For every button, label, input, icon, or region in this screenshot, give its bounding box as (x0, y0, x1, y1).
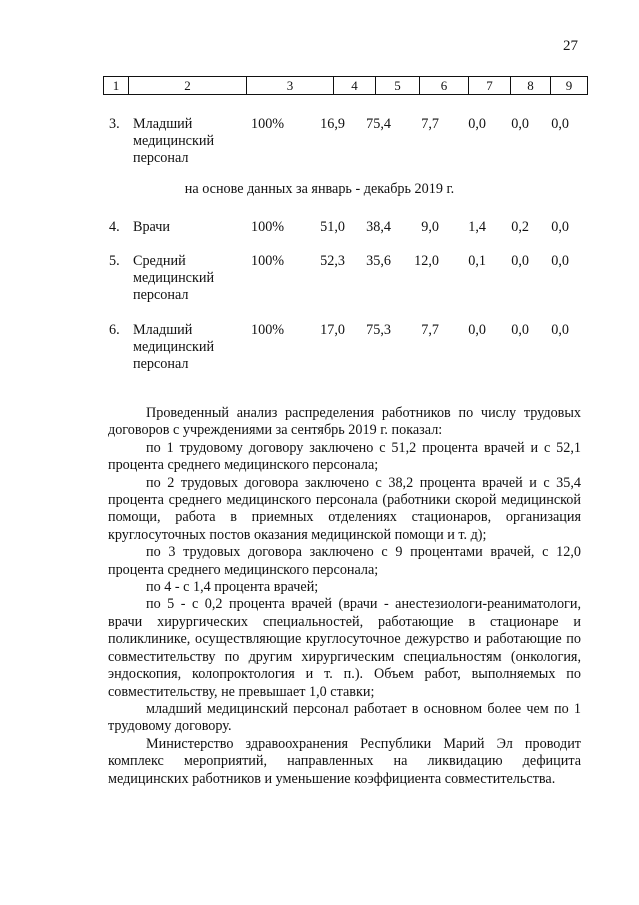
column-number: 8 (511, 77, 551, 95)
row-value: 1,4 (468, 219, 486, 235)
paragraph: младший медицинский персонал работает в основном более чем по 1 трудовому договору. (108, 700, 581, 735)
row-value: 75,3 (366, 322, 391, 338)
column-number: 5 (376, 77, 420, 95)
row-category: Младший медицинский персонал (133, 116, 215, 166)
column-number: 9 (551, 77, 588, 95)
row-value: 0,0 (468, 322, 486, 338)
row-value: 0,0 (551, 253, 569, 269)
row-value: 12,0 (414, 253, 439, 269)
row-total-percent: 100% (251, 116, 285, 132)
column-number: 6 (420, 77, 469, 95)
row-value: 0,0 (511, 116, 529, 132)
row-total-percent: 100% (251, 219, 285, 235)
row-value: 38,4 (366, 219, 391, 235)
row-category: Средний медицинский персонал (133, 253, 215, 303)
paragraph: по 5 - с 0,2 процента врачей (врачи - анестезиологи-реаниматологи, врачи хирургических специальностей, работающие в стационаре и поликлинике, осуществляющие круглосуточное дежурство и работающие по совместительству по другим хирургическим специальностям (онкология, эндоскопия, колопроктология и т. п.). Объем работ, выполняемых по совместительству, не превышает 1,0 ставки; (108, 596, 581, 700)
row-value: 0,0 (551, 322, 569, 338)
paragraph: по 4 - с 1,4 процента врачей; (146, 579, 319, 596)
table-column-numbers (103, 76, 588, 95)
row-value: 16,9 (320, 116, 345, 132)
paragraph: по 1 трудовому договору заключено с 51,2 процента врачей и с 52,1 процента среднего медицинского персонала; (108, 439, 581, 474)
row-value: 0,0 (468, 116, 486, 132)
row-category: Врачи (133, 219, 171, 235)
column-number: 1 (104, 77, 129, 95)
row-value: 51,0 (320, 219, 345, 235)
row-number: 4. (109, 219, 120, 235)
paragraph: Проведенный анализ распределения работников по числу трудовых договоров с учреждениями за сентябрь 2019 г. показал: (108, 405, 581, 439)
row-value: 0,1 (468, 253, 486, 269)
row-value: 7,7 (421, 116, 439, 132)
column-number: 4 (334, 77, 376, 95)
row-total-percent: 100% (251, 253, 285, 269)
row-value: 0,0 (551, 219, 569, 235)
row-value: 7,7 (421, 322, 439, 338)
row-number: 5. (109, 253, 120, 269)
row-value: 75,4 (366, 116, 391, 132)
column-number: 2 (129, 77, 247, 95)
paragraph: Министерство здравоохранения Республики Марий Эл проводит комплекс мероприятий, направленных на ликвидацию дефицита медицинских работников и уменьшение коэффициента совместительства. (108, 735, 581, 787)
row-value: 0,0 (551, 116, 569, 132)
paragraph: по 2 трудовых договора заключено с 38,2 процента врачей и с 35,4 процента среднего медицинского персонала (работники скорой медицинской помощи, работа в приемных отделениях стационаров, организация круглосуточных постов оказания медицинской помощи и т. д); (108, 474, 581, 543)
row-value: 0,0 (511, 322, 529, 338)
column-number: 7 (469, 77, 511, 95)
page-number: 27 (563, 38, 578, 54)
body-text (108, 405, 581, 788)
paragraph: по 3 трудовых договора заключено с 9 процентами врачей, с 12,0 процента среднего медицинского персонала; (108, 544, 581, 578)
row-value: 0,0 (511, 253, 529, 269)
row-total-percent: 100% (251, 322, 285, 338)
column-number: 3 (247, 77, 334, 95)
row-number: 6. (109, 322, 120, 338)
row-value: 17,0 (320, 322, 345, 338)
row-value: 52,3 (320, 253, 345, 269)
row-category: Младший медицинский персонал (133, 322, 215, 372)
row-value: 9,0 (421, 219, 439, 235)
row-value: 35,6 (366, 253, 391, 269)
row-value: 0,2 (511, 219, 529, 235)
table-section-caption: на основе данных за январь - декабрь 2019 г. (184, 181, 455, 197)
row-number: 3. (109, 116, 120, 132)
